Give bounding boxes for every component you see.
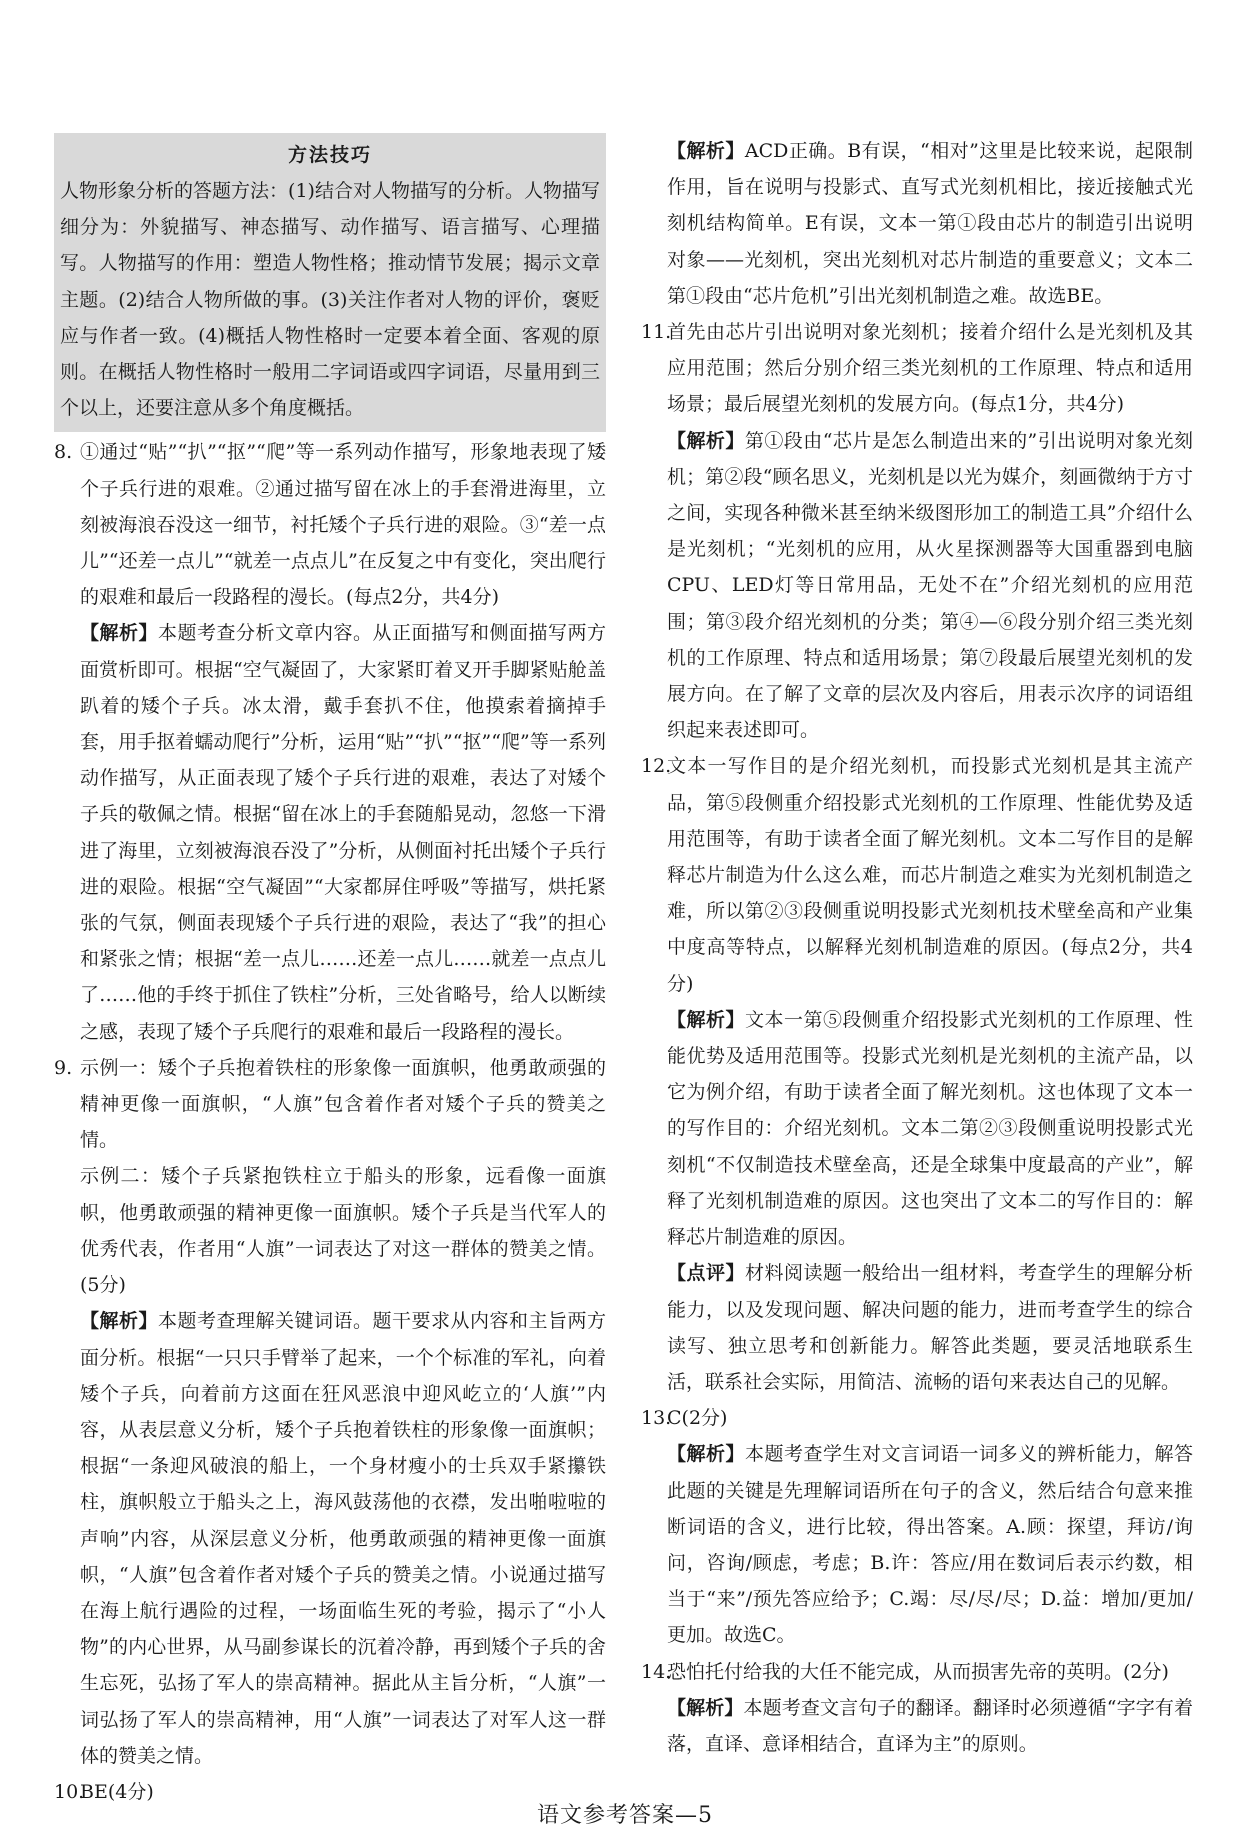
answer-text: C(2分) — [667, 1407, 728, 1430]
analysis-tag: 【解析】 — [667, 429, 745, 452]
analysis-text: 本题考查文言句子的翻译。翻译时必须遵循“字字有着落，直译、意译相结合，直译为主”的原则。 — [667, 1696, 1193, 1755]
analysis-tag: 【解析】 — [667, 140, 745, 162]
analysis-text: 第①段由“芯片是怎么制造出来的”引出说明对象光刻机；第②段“顾名思义，光刻机是以光为媒介，刻画微纳于方寸之间，实现各种微米甚至纳米级图形加工的制造工具”介绍什么是光刻机；“光刻机的应用，从火星探测器等大国重器到电脑CPU、LED灯等日常用品，无处不在”介绍光刻机的应用范围；第③段介绍光刻机的分类；第④—⑥段分别介绍三类光刻机的工作原理、特点和适用场景；第⑦段最后展望光刻机的发展方向。在了解了文章的层次及内容后，用表示次序的词语组织起来表述即可。 — [667, 429, 1193, 742]
analysis-text: 本题考查理解关键词语。题干要求从内容和主旨两方面分析。根据“一只只手臂举了起来，一个个标准的军礼，向着矮个子兵，向着前方这面在狂风恶浪中迎风屹立的‘人旗’”内容，从表层意义分析，矮个子兵抱着铁柱的形象像一面旗帜；根据“一条迎风破浪的船上，一个身材瘦小的士兵双手紧攥铁柱，旗帜般立于船头之上，海风鼓荡他的衣襟，发出啪啦啦的声响”内容，从深层意义分析，他勇敢顽强的精神更像一面旗帜，“人旗”包含着作者对矮个子兵的赞美之情。小说通过描写在海上航行遇险的过程，一场面临生死的考验，揭示了“小人物”的内心世界，从马副参谋长的沉着冷静，再到矮个子兵的舍生忘死，弘扬了军人的崇高精神。据此从主旨分析，“人旗”一词弘扬了军人的崇高精神，用“人旗”一词表达了对军人这一群体的赞美之情。 — [80, 1310, 606, 1767]
analysis-tag: 【解析】 — [80, 1310, 158, 1333]
analysis-text: 文本一第⑤段侧重介绍投影式光刻机的工作原理、性能优势及适用范围等。投影式光刻机是光刻机的主流产品，以它为例介绍，有助于读者全面了解光刻机。这也体现了文本一的写作目的：介绍光刻机。文本二第②③段侧重说明投影式光刻机“不仅制造技术壁垒高，还是全球集中度最高的产业”，解释了光刻机制造难的原因。这也突出了文本二的写作目的：解释芯片制造难的原因。 — [667, 1008, 1193, 1249]
analysis — [667, 133, 1193, 314]
answer-9 — [54, 1050, 606, 1774]
answer-14 — [641, 1654, 1193, 1763]
analysis-tag: 【解析】 — [667, 1443, 745, 1466]
question-number: 12. — [641, 755, 672, 778]
answer-11 — [641, 314, 1193, 748]
question-number: 11. — [641, 321, 672, 344]
analysis — [80, 1303, 606, 1774]
analysis-text: ACD正确。B有误，“相对”这里是比较来说，起限制作用，旨在说明与投影式、直写式光刻机相比，接近接触式光刻机结构简单。E有误，文本一第①段由芯片的制造引出说明对象——光刻机，突出光刻机对芯片制造的重要意义；文本二第①段由“芯片危机”引出光刻机制造之难。故选BE。 — [667, 140, 1193, 307]
question-number: 14. — [641, 1660, 672, 1683]
page-footer: 语文参考答案—5 — [537, 1803, 713, 1828]
left-column — [54, 133, 606, 1810]
analysis — [667, 423, 1193, 749]
answer-8 — [54, 434, 606, 1049]
commentary-tag: 【点评】 — [667, 1262, 745, 1285]
right-column — [641, 133, 1193, 1762]
method-tips-box — [54, 133, 606, 432]
answer-text: BE(4分) — [80, 1780, 154, 1803]
answer-text: 文本一写作目的是介绍光刻机，而投影式光刻机是其主流产品，第⑤段侧重介绍投影式光刻机的工作原理、性能优势及适用范围等，有助于读者全面了解光刻机。文本二写作目的是解释芯片制造为什么这么难，而芯片制造之难实为光刻机制造之难，所以第②③段侧重说明投影式光刻机技术壁垒高和产业集中度高等特点，以解释光刻机制造难的原因。(每点2分，共4分) — [667, 755, 1193, 995]
answer-text: 恐怕托付给我的大任不能完成，从而损害先帝的英明。(2分) — [667, 1660, 1169, 1683]
analysis — [667, 1690, 1193, 1762]
analysis — [80, 615, 606, 1049]
analysis-tag: 【解析】 — [80, 622, 158, 645]
answer-10-analysis — [641, 133, 1193, 314]
question-number: 13. — [641, 1407, 672, 1430]
answer-13 — [641, 1400, 1193, 1653]
analysis — [667, 1002, 1193, 1255]
analysis — [667, 1436, 1193, 1653]
analysis-text: 本题考查学生对文言词语一词多义的辨析能力，解答此题的关键是先理解词语所在句子的含义，然后结合句意来推断词语的含义，进行比较，得出答案。A.顾：探望，拜访/询问，咨询/顾虑，考虑；B.许：答应/用在数词后表示约数，相当于“来”/预先答应给予；C.竭：尽/尽/尽；D.益：增加/更加/更加。故选C。 — [667, 1443, 1193, 1647]
tips-title: 方法技巧 — [287, 144, 372, 166]
question-number: 9. — [54, 1056, 73, 1079]
answer-text: 首先由芯片引出说明对象光刻机；接着介绍什么是光刻机及其应用范围；然后分别介绍三类光刻机的工作原理、特点和适用场景；最后展望光刻机的发展方向。(每点1分，共4分) — [667, 321, 1193, 416]
analysis-tag: 【解析】 — [667, 1008, 745, 1031]
analysis-tag: 【解析】 — [667, 1696, 744, 1719]
tips-body: 人物形象分析的答题方法：(1)结合对人物描写的分析。人物描写细分为：外貌描写、神态描写、动作描写、语言描写、心理描写。人物描写的作用：塑造人物性格；推动情节发展；揭示文章主题。(2)结合人物所做的事。(3)关注作者对人物的评价，褒贬应与作者一致。(4)概括人物性格时一定要本着全面、客观的原则。在概括人物性格时一般用二字词语或四字词语，尽量用到三个以上，还要注意从多个角度概括。 — [60, 180, 600, 420]
commentary — [667, 1255, 1193, 1400]
question-number: 8. — [54, 441, 73, 464]
example-two: 示例二：矮个子兵紧抱铁柱立于船头的形象，远看像一面旗帜，他勇敢顽强的精神更像一面旗帜。矮个子兵是当代军人的优秀代表，作者用“人旗”一词表达了对这一群体的赞美之情。(5分) — [80, 1165, 606, 1297]
question-number: 10. — [54, 1780, 85, 1803]
answer-text: ①通过“贴”“扒”“抠”“爬”等一系列动作描写，形象地表现了矮个子兵行进的艰难。②通过描写留在冰上的手套滑进海里，立刻被海浪吞没这一细节，衬托矮个子兵行进的艰险。③“差一点儿”“还差一点儿”“就差一点点儿”在反复之中有变化，突出爬行的艰难和最后一段路程的漫长。(每点2分，共4分) — [80, 441, 606, 609]
answer-12 — [641, 748, 1193, 1400]
commentary-text: 材料阅读题一般给出一组材料，考查学生的理解分析能力，以及发现问题、解决问题的能力，进而考查学生的综合读写、独立思考和创新能力。解答此类题，要灵活地联系生活，联系社会实际，用简洁、流畅的语句来表达自己的见解。 — [667, 1262, 1193, 1393]
analysis-text: 本题考查分析文章内容。从正面描写和侧面描写两方面赏析即可。根据“空气凝固了，大家紧盯着叉开手脚紧贴舱盖趴着的矮个子兵。冰太滑，戴手套扒不住，他摸索着摘掉手套，用手抠着蠕动爬行”分析，运用“贴”“扒”“抠”“爬”等一系列动作描写，从正面表现了矮个子兵行进的艰难，表达了对矮个子兵的敬佩之情。根据“留在冰上的手套随船晃动，忽悠一下滑进了海里，立刻被海浪吞没了”分析，从侧面衬托出矮个子兵行进的艰险。根据“空气凝固”“大家都屏住呼吸”等描写，烘托紧张的气氛，侧面表现矮个子兵行进的艰险，表达了“我”的担心和紧张之情；根据“差一点儿……还差一点儿……就差一点点儿了……他的手终于抓住了铁柱”分析，三处省略号，给人以断续之感，表现了矮个子兵爬行的艰难和最后一段路程的漫长。 — [80, 622, 606, 1043]
example-one: 示例一：矮个子兵抱着铁柱的形象像一面旗帜，他勇敢顽强的精神更像一面旗帜，“人旗”包含着作者对矮个子兵的赞美之情。 — [80, 1056, 606, 1152]
